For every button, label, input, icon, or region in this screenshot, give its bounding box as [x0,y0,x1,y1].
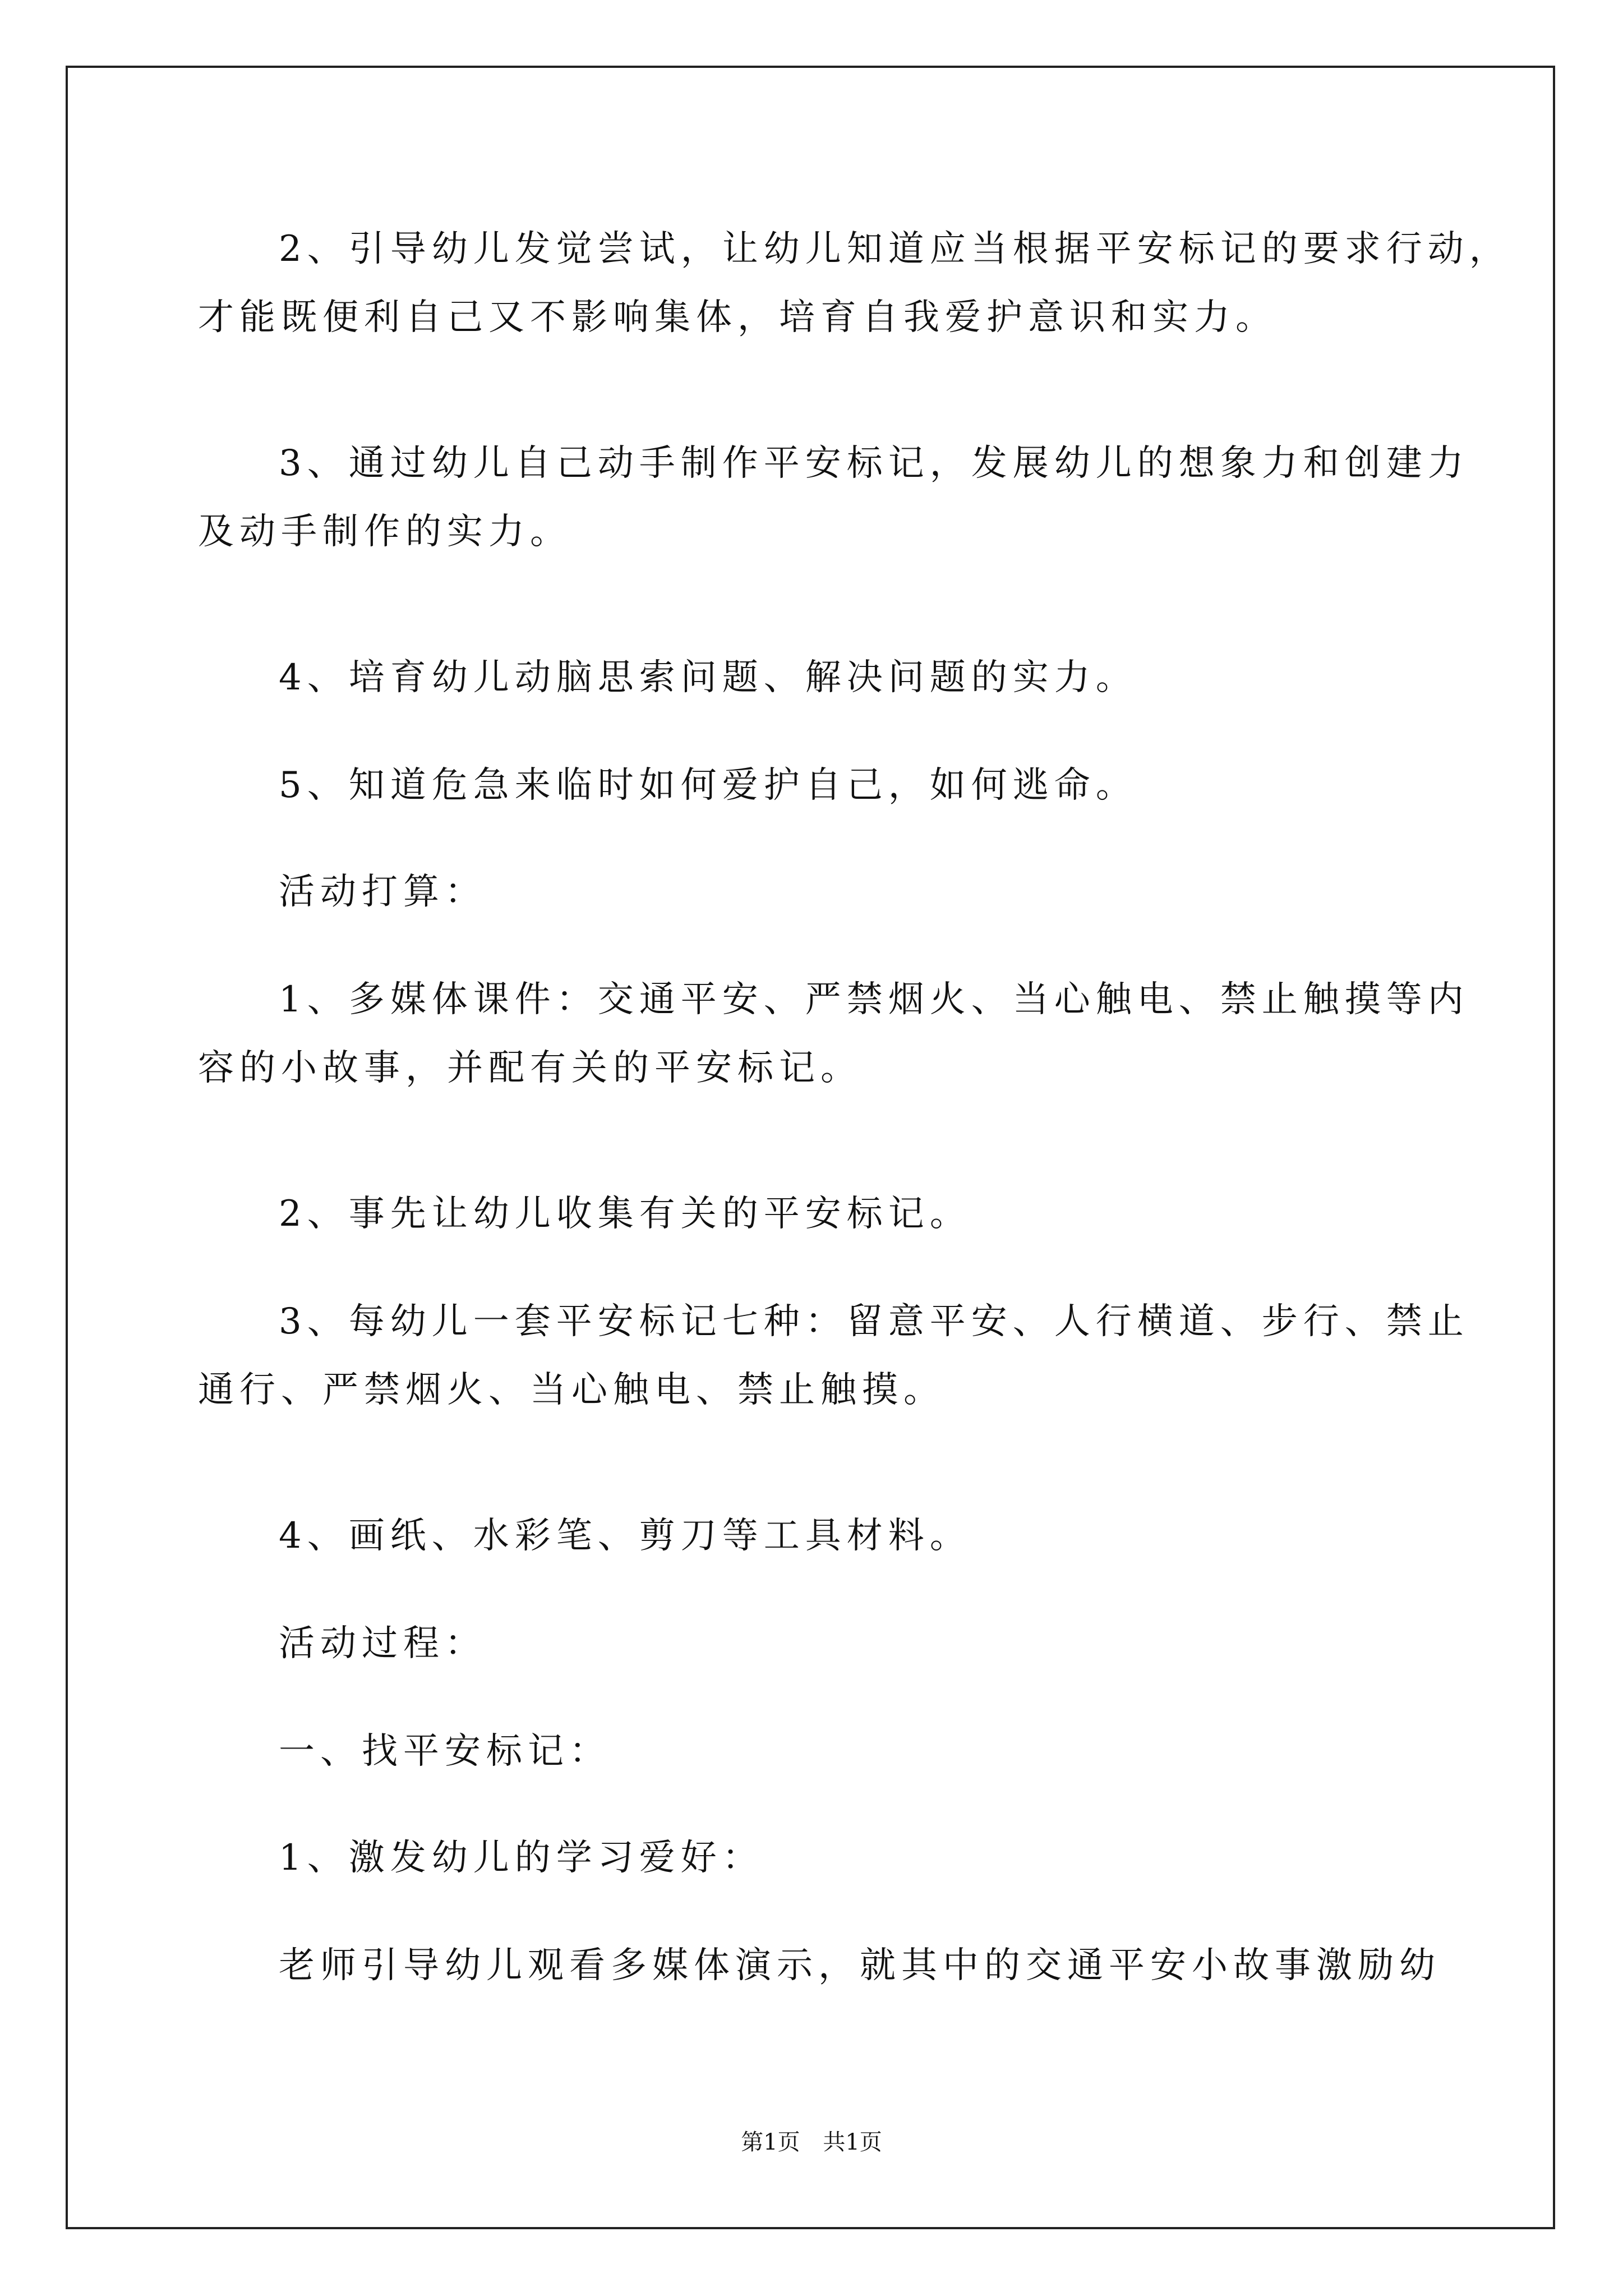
text-line-1: 2、引导幼儿发觉尝试，让幼儿知道应当根据平安标记的要求行动， [279,228,1511,270]
text-line-8: 1、多媒体课件：交通平安、严禁烟火、当心触电、禁止触摸等内 [279,979,1469,1020]
section-heading-process: 活动过程： [279,1623,486,1664]
text-line-3: 3、通过幼儿自己动手制作平安标记，发展幼儿的想象力和创建力 [279,443,1469,484]
text-line-13: 4、画纸、水彩笔、剪刀等工具材料。 [279,1515,971,1557]
text-line-17: 老师引导幼儿观看多媒体演示，就其中的交通平安小故事激励幼 [279,1945,1441,1986]
text-line-9: 容的小故事，并配有关的平安标记。 [198,1047,862,1089]
text-line-16: 1、激发幼儿的学习爱好： [279,1837,764,1879]
text-line-5: 4、培育幼儿动脑思索问题、解决问题的实力。 [279,657,1137,698]
text-line-15: 一、找平安标记： [279,1731,611,1772]
text-line-12: 通行、严禁烟火、当心触电、禁止触摸。 [198,1369,945,1411]
text-line-4: 及动手制作的实力。 [198,511,571,553]
page-footer [0,2129,1623,2156]
page-number: 第1页 [741,2129,800,2155]
section-heading-preparation: 活动打算： [279,871,486,913]
page-border [66,66,1555,2229]
text-line-10: 2、事先让幼儿收集有关的平安标记。 [279,1193,971,1235]
text-line-6: 5、知道危急来临时如何爱护自己，如何逃命。 [279,765,1137,806]
text-line-2: 才能既便利自己又不影响集体，培育自我爱护意识和实力。 [198,297,1277,338]
page-total: 共1页 [823,2129,882,2155]
text-line-11: 3、每幼儿一套平安标记七种：留意平安、人行横道、步行、禁止 [279,1301,1469,1342]
